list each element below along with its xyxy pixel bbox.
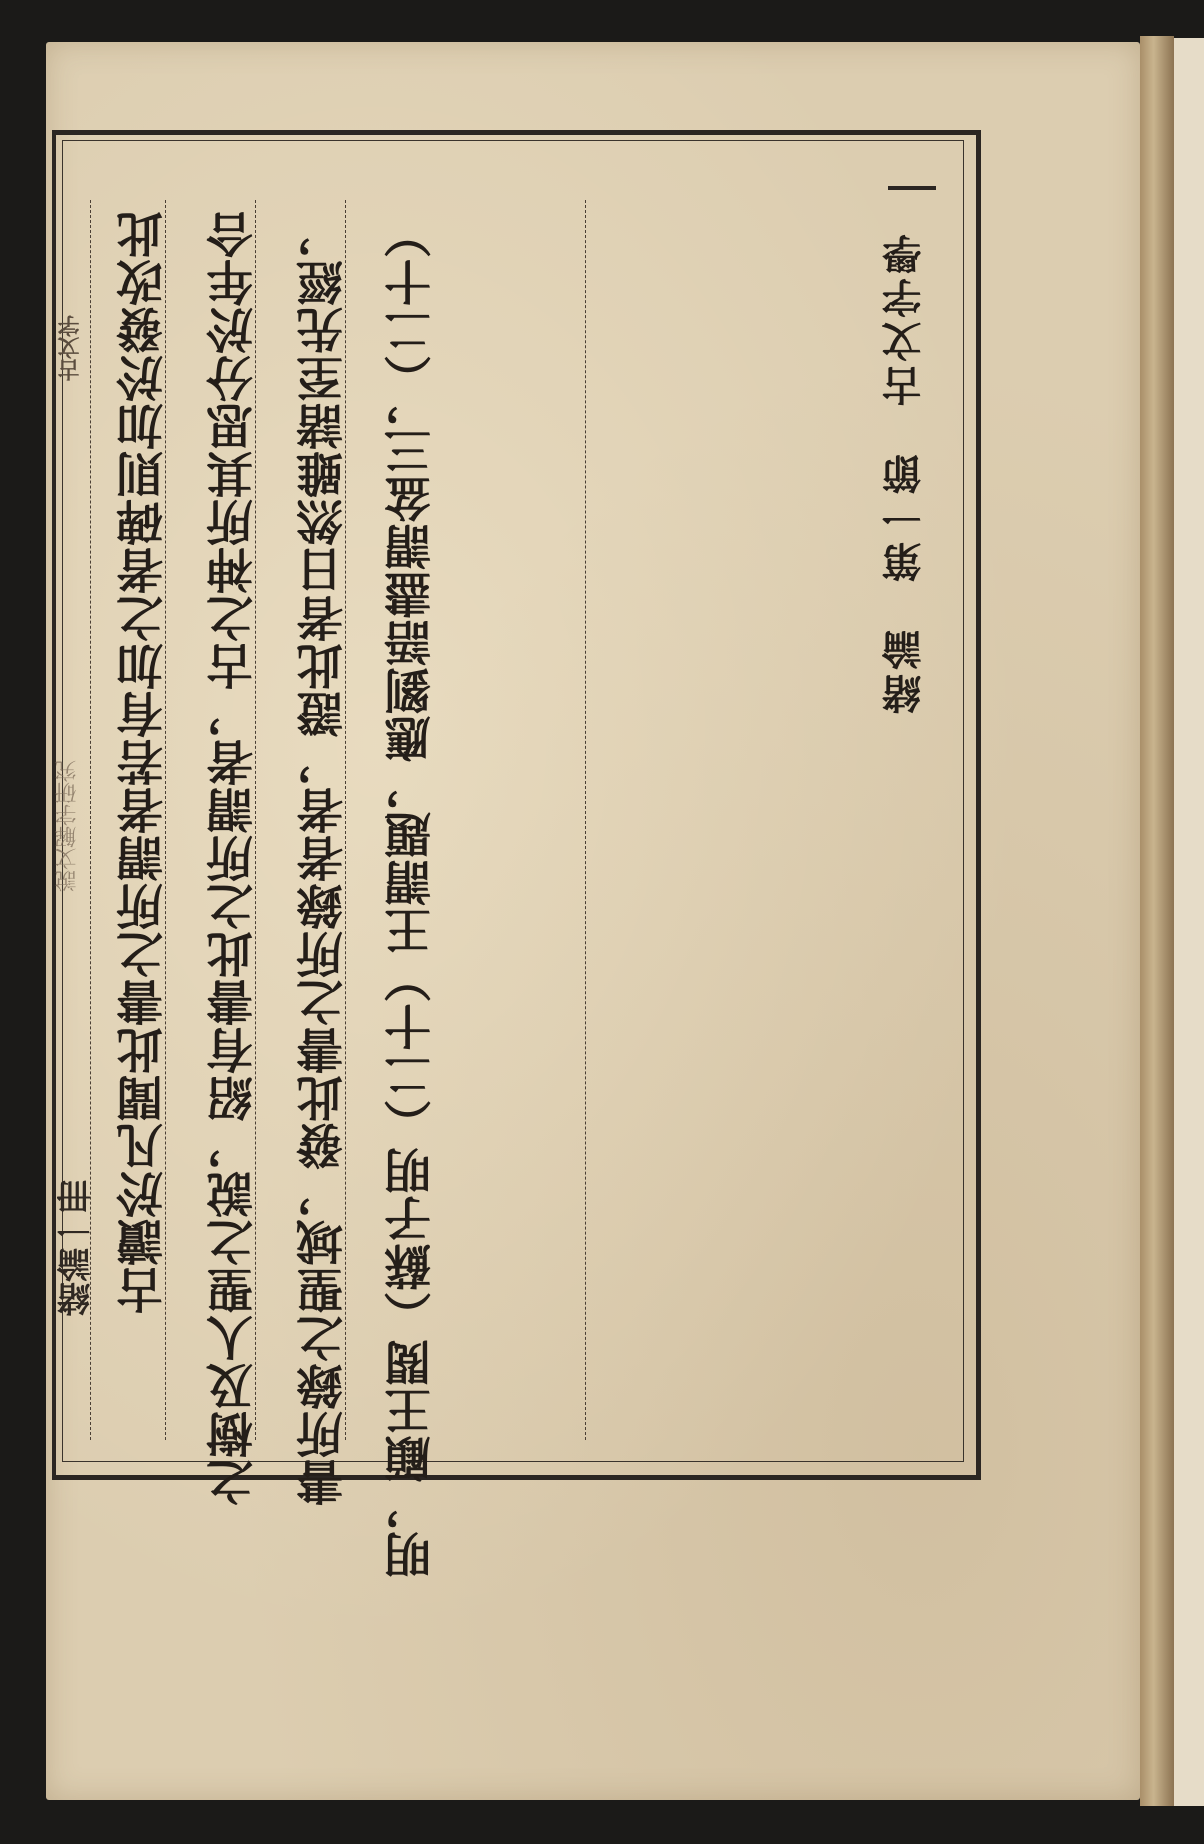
text-column: 古讀於凡聞此書之所謂者若有加之者碑則加於發改此 bbox=[116, 210, 171, 1314]
margin-label-middle: 說文解字研究 bbox=[55, 760, 80, 892]
text-column: 明，顧王閱（蘇子明（二十）王謂題，應劉語盡謂盆三，（二十） bbox=[384, 210, 439, 1579]
margin-label-top: 古文字 bbox=[57, 315, 83, 381]
book-spine-edge bbox=[1140, 36, 1174, 1806]
text-column: 書所錄之聖域，發此書之所錄者者，證此者日然雖諸至先經， bbox=[296, 210, 351, 1506]
section-title: 緒論 第一節 古文字學 bbox=[881, 230, 928, 714]
margin-label-bottom: 緒論一冊 bbox=[57, 1180, 97, 1316]
heading-marker bbox=[888, 186, 936, 190]
page-frame-inner bbox=[62, 140, 964, 1462]
text-column: 之樹及人聖之說，紹有書此之所謂者，古之神所其思分於年合 bbox=[206, 210, 261, 1506]
column-rule bbox=[585, 200, 586, 1440]
